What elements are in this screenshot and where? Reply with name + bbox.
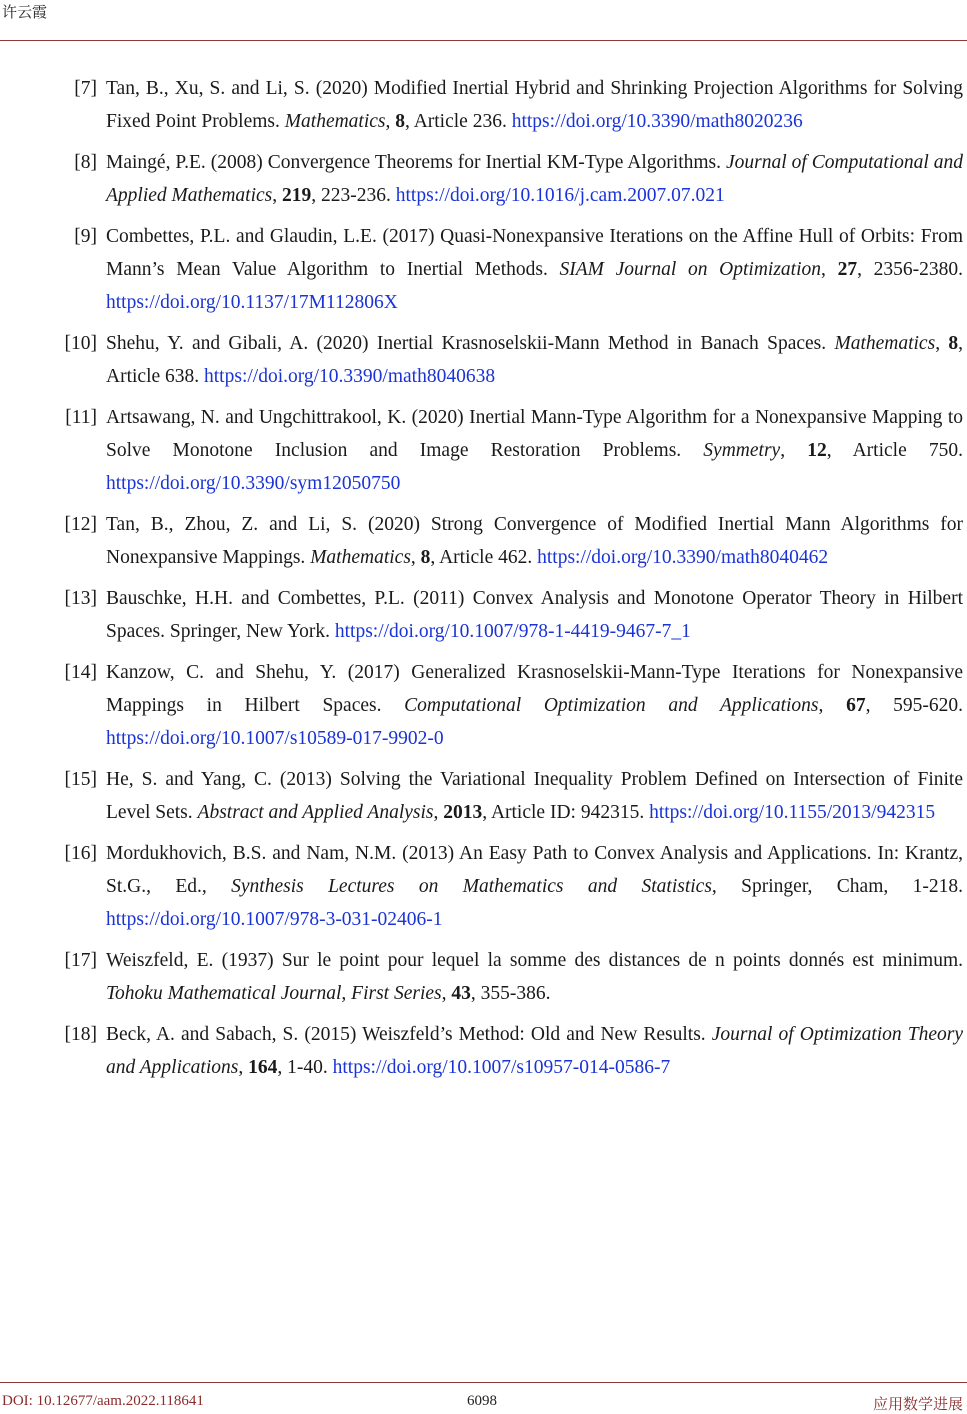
reference-doi-link[interactable]: https://doi.org/10.1016/j.cam.2007.07.021 [395,185,725,206]
reference-number: [16] [64,843,97,864]
reference-authors-title: Weiszfeld, E. (1937) Sur le point pour lequel la somme des distances de n points donnés est minimum. [106,950,963,971]
reference-doi-link[interactable]: https://doi.org/10.1155/2013/942315 [649,802,936,823]
reference-item [0,944,967,1010]
reference-doi-link[interactable]: https://doi.org/10.1007/s10957-014-0586-7 [332,1057,671,1078]
footer-journal-name: 应用数学进展 [872,1395,963,1413]
reference-sep: , [935,333,949,354]
footer-doi[interactable]: DOI: 10.12677/aam.2022.118641 [2,1393,204,1409]
reference-item [0,146,967,212]
reference-volume: 219 [282,185,312,206]
reference-doi-link[interactable]: https://doi.org/10.1137/17M112806X [106,292,398,313]
reference-volume: 27 [837,259,858,280]
reference-item [0,220,967,319]
reference-number: [12] [64,514,97,535]
header-divider [0,40,967,41]
reference-number: [11] [65,407,97,428]
reference-authors-title: Tan, B., Xu, S. and Li, S. (2020) Modified Inertial Hybrid and Shrinking Projection Algorithms for Solving Fixed Point Problems. [106,78,963,132]
reference-journal: Computational Optimization and Applications [404,695,819,716]
reference-number: [8] [74,152,97,173]
reference-authors-title: Mordukhovich, B.S. and Nam, N.M. (2013) An Easy Path to Convex Analysis and Applications. In: Krantz, St.G., Ed., [106,843,963,897]
header-author: 许云霞 [2,3,48,21]
reference-doi-link[interactable]: https://doi.org/10.1007/s10589-017-9902-0 [106,728,444,749]
reference-number: [18] [64,1024,97,1045]
reference-item [0,763,967,829]
reference-pages: , 2356-2380. [857,259,963,280]
reference-journal: Journal of Computational and Applied Mathematics [106,152,963,206]
reference-journal: Mathematics [284,111,386,132]
reference-volume: 8 [948,333,959,354]
reference-pages: , Springer, Cham, 1-218. [711,876,963,897]
reference-pages: , 223-236. [311,185,396,206]
reference-authors-title: He, S. and Yang, C. (2013) Solving the Variational Inequality Problem Defined on Intersection of Finite Level Sets. [106,769,963,823]
reference-volume: 67 [846,695,866,716]
reference-volume: 8 [420,547,431,568]
reference-item [0,1018,967,1084]
reference-item [0,508,967,574]
reference-pages: , Article 750. [826,440,963,461]
reference-doi-link[interactable]: https://doi.org/10.1007/978-3-031-02406-1 [106,909,443,930]
reference-doi-link[interactable]: https://doi.org/10.3390/math8020236 [511,111,803,132]
reference-pages: , Article 638. [106,333,963,387]
reference-item [0,401,967,500]
reference-authors-title: Shehu, Y. and Gibali, A. (2020) Inertial Krasnoselskii-Mann Method in Banach Spaces. [106,333,835,354]
reference-pages: , 355-386. [470,983,551,1004]
reference-number: [13] [64,588,97,609]
reference-item [0,327,967,393]
reference-sep: , [385,111,396,132]
reference-item [0,72,967,138]
reference-volume: 164 [248,1057,278,1078]
reference-doi-link[interactable]: https://doi.org/10.1007/978-1-4419-9467-7_1 [334,621,691,642]
reference-pages: , Article 236. [405,111,512,132]
reference-volume: 43 [451,983,471,1004]
reference-pages: , Article ID: 942315. [482,802,650,823]
reference-journal: Mathematics [310,547,411,568]
reference-journal: Tohoku Mathematical Journal, First Series [106,983,442,1004]
reference-doi-link[interactable]: https://doi.org/10.3390/math8040462 [537,547,829,568]
reference-doi-link[interactable]: https://doi.org/10.3390/sym12050750 [106,473,401,494]
reference-sep: , [780,440,808,461]
reference-journal: Symmetry [703,440,781,461]
reference-sep: , [821,259,838,280]
reference-volume: 2013 [443,802,483,823]
reference-pages: , 1-40. [277,1057,333,1078]
reference-list [0,72,967,1092]
reference-sep: , [818,695,847,716]
page-number: 6098 [467,1393,497,1409]
reference-number: [9] [74,226,97,247]
reference-journal: Journal of Optimization Theory and Applications [106,1024,963,1078]
footer-divider [0,1382,967,1383]
reference-authors-title: Maingé, P.E. (2008) Convergence Theorems for Inertial KM-Type Algorithms. [106,152,726,173]
reference-sep: , [272,185,283,206]
reference-number: [17] [64,950,97,971]
reference-item [0,837,967,936]
reference-number: [10] [64,333,97,354]
reference-authors-title: Tan, B., Zhou, Z. and Li, S. (2020) Strong Convergence of Modified Inertial Mann Algorithms for Nonexpansive Mappings. [106,514,963,568]
reference-number: [15] [64,769,97,790]
reference-item [0,582,967,648]
reference-sep: , [433,802,444,823]
reference-volume: 12 [807,440,827,461]
reference-sep: , [441,983,452,1004]
reference-authors-title: Combettes, P.L. and Glaudin, L.E. (2017) Quasi-Nonexpansive Iterations on the Affine Hull of Orbits: From Mann’s Mean Value Algorithm to Inertial Methods. [106,226,963,280]
reference-journal: Mathematics [834,333,936,354]
reference-doi-link[interactable]: https://doi.org/10.3390/math8040638 [204,366,496,387]
reference-volume: 8 [395,111,406,132]
reference-number: [14] [64,662,97,683]
reference-journal: SIAM Journal on Optimization [559,259,821,280]
reference-number: [7] [74,78,97,99]
reference-authors-title: Kanzow, C. and Shehu, Y. (2017) Generalized Krasnoselskii-Mann-Type Iterations for Nonexpansive Mappings in Hilbert Spaces. [106,662,963,716]
reference-authors-title: Bauschke, H.H. and Combettes, P.L. (2011) Convex Analysis and Monotone Operator Theory in Hilbert Spaces. Springer, New York. [106,588,963,642]
reference-authors-title: Beck, A. and Sabach, S. (2015) Weiszfeld’s Method: Old and New Results. [106,1024,712,1045]
reference-pages: , Article 462. [430,547,538,568]
reference-journal: Synthesis Lectures on Mathematics and Statistics [231,876,712,897]
reference-sep: , [238,1057,249,1078]
reference-authors-title: Artsawang, N. and Ungchittrakool, K. (2020) Inertial Mann-Type Algorithm for a Nonexpansive Mapping to Solve Monotone Inclusion and Image Restoration Problems. [106,407,963,461]
reference-journal: Abstract and Applied Analysis [197,802,434,823]
reference-pages: , 595-620. [865,695,964,716]
reference-item [0,656,967,755]
reference-sep: , [410,547,421,568]
